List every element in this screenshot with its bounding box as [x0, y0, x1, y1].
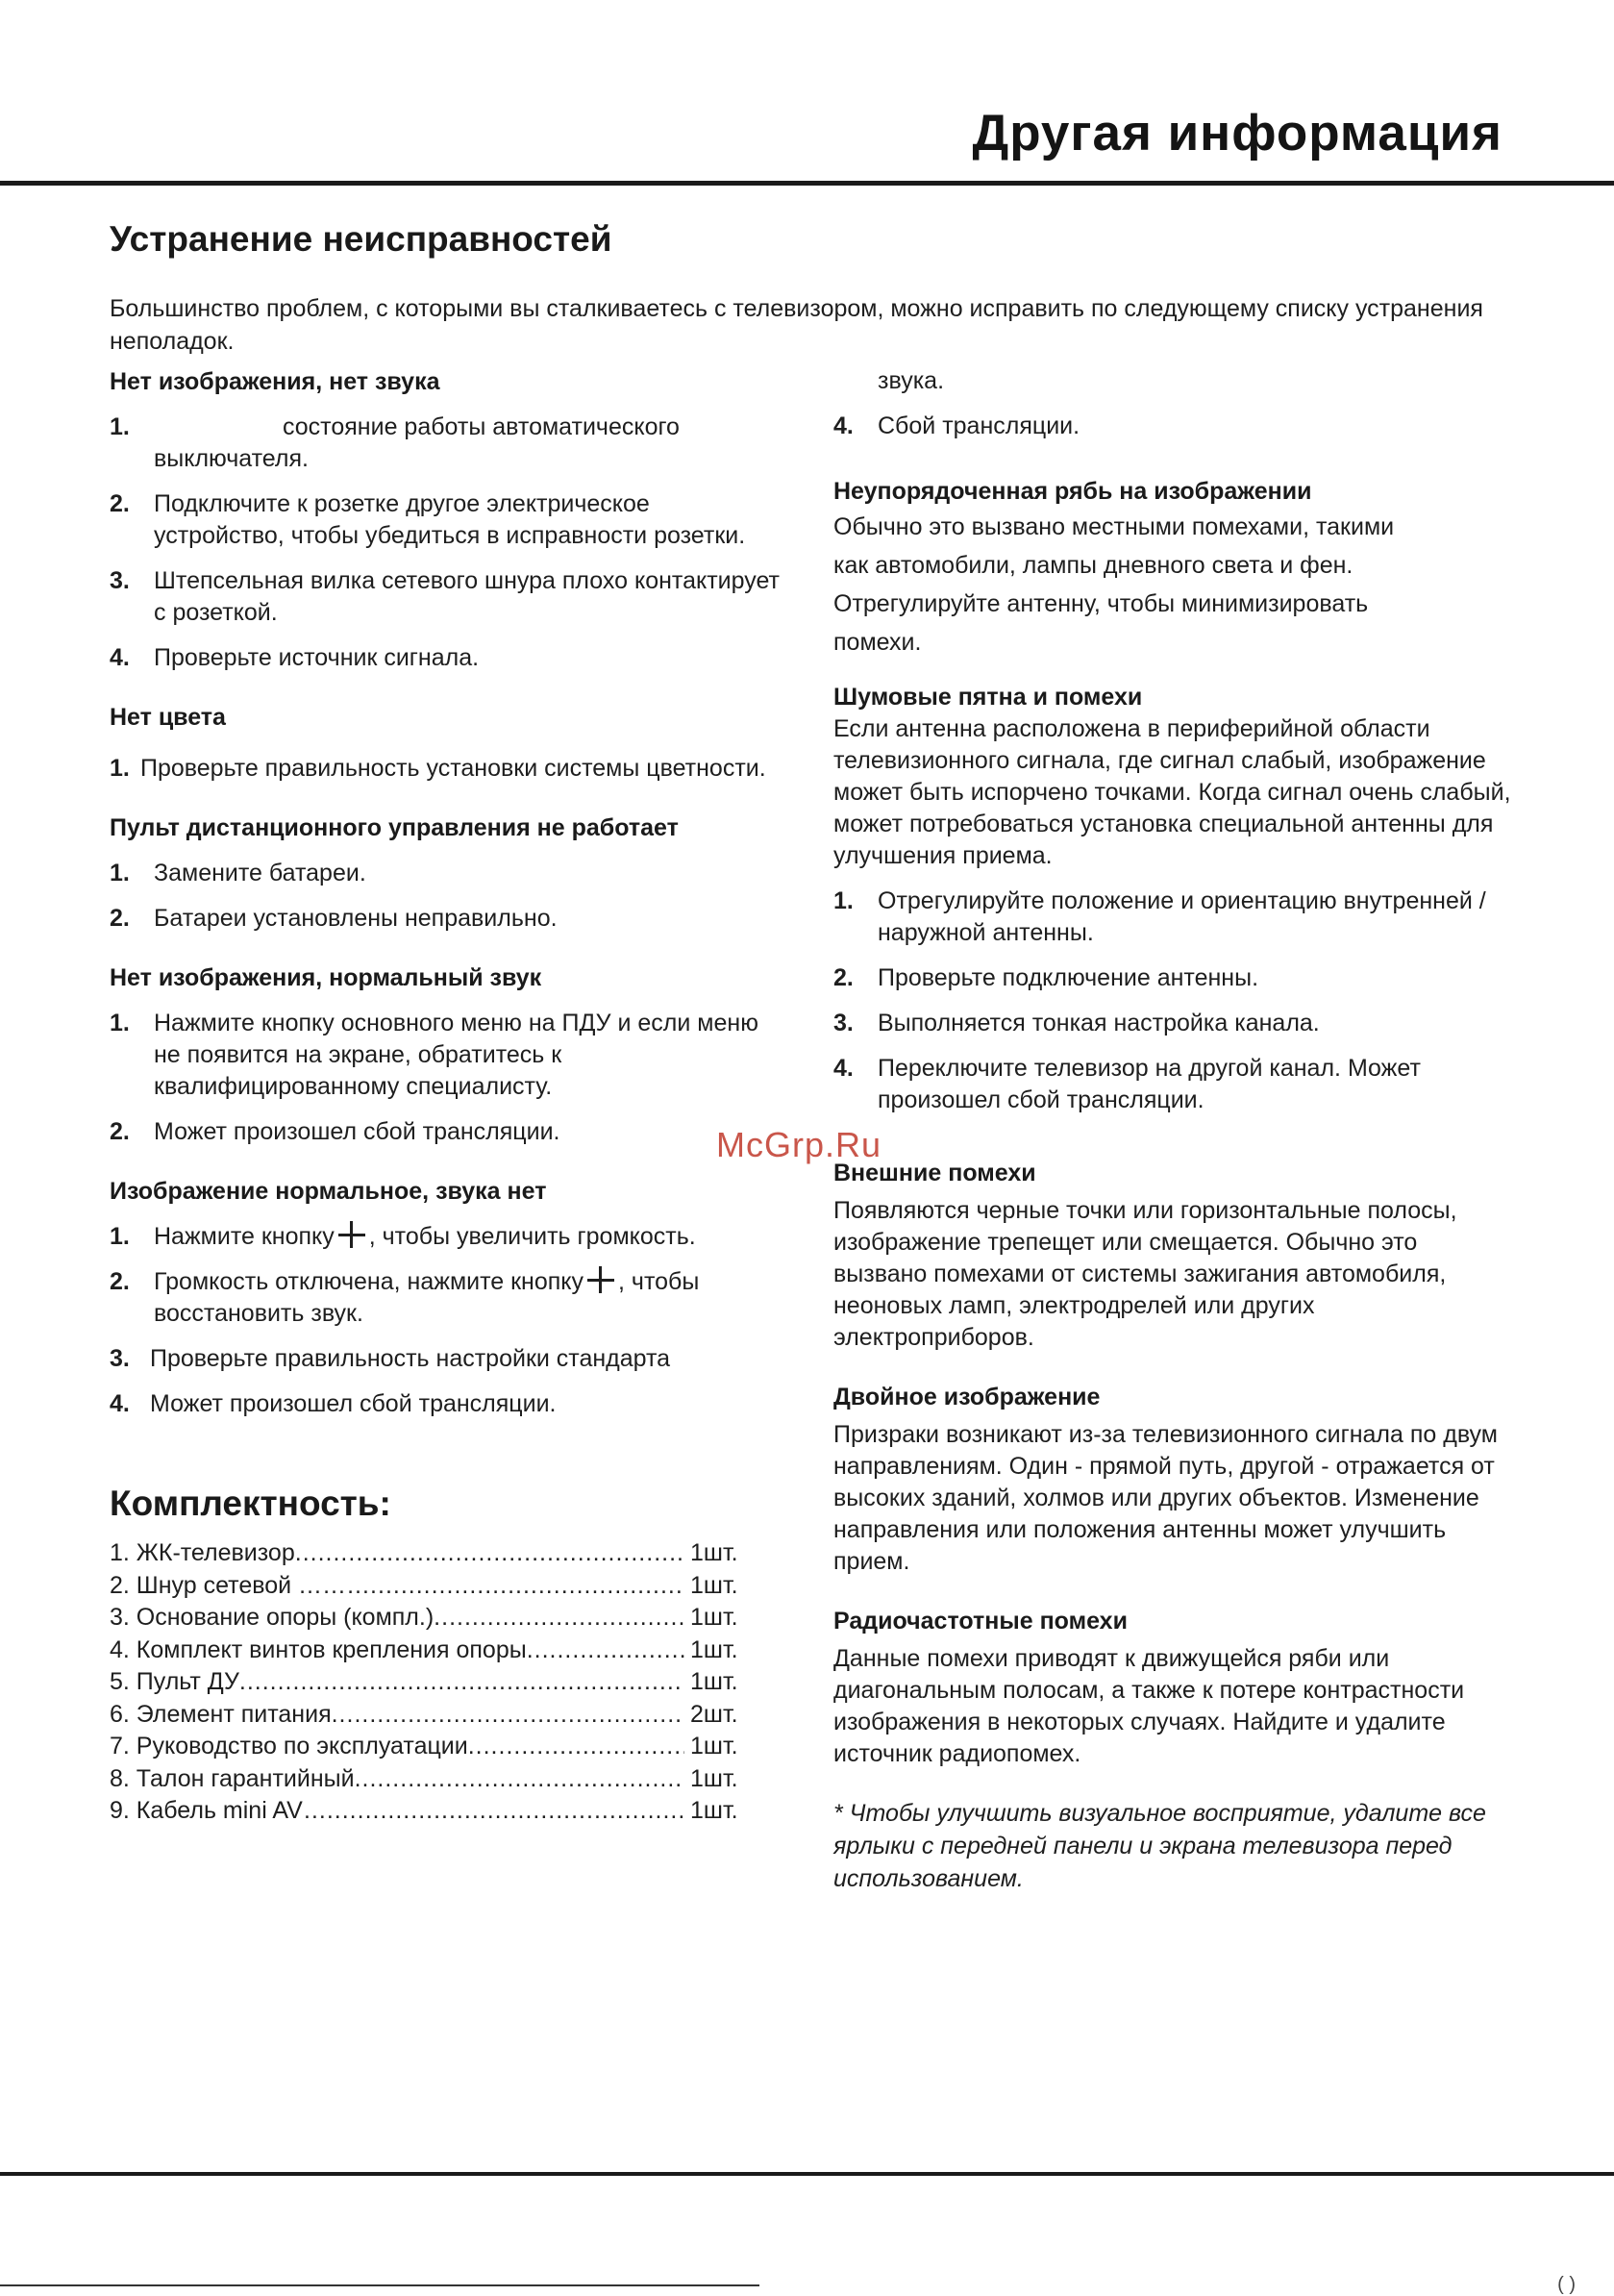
item-number: 1. — [110, 1010, 130, 1036]
list-item — [110, 1008, 782, 1103]
watermark: McGrp.Ru — [716, 1125, 882, 1164]
kit-item-leader — [239, 1666, 684, 1699]
heading-no-picture-normal-sound: Нет изображения, нормальный звук — [110, 964, 542, 991]
kit-item-qty: 1шт. — [690, 1733, 738, 1759]
list-item — [833, 411, 1516, 442]
list-item — [110, 1343, 782, 1375]
kit-item-qty: 1шт. — [690, 1539, 738, 1566]
kit-item — [110, 1537, 744, 1570]
kit-item-name: 6. Элемент питания — [110, 1700, 332, 1728]
intro-paragraph: Большинство проблем, с которыми вы сталкиваетесь с телевизором, можно исправить по следующему списку устранения неполадок. — [110, 295, 1483, 355]
kit-title: Комплектность: — [110, 1484, 391, 1523]
item-text: Выполняется тонкая настройка канала. — [878, 1010, 1320, 1036]
heading-ripple: Неупорядоченная рябь на изображении — [833, 478, 1312, 505]
kit-item-name: 3. Основание опоры (компл.) — [110, 1604, 435, 1631]
kit-item-leader — [370, 1570, 684, 1603]
heading-noise: Шумовые пятна и помехи — [833, 684, 1143, 711]
kit-item — [110, 1666, 744, 1699]
item-number: 2. — [110, 1118, 130, 1145]
noise-paragraph: Если антенна расположена в периферийной области телевизионного сигнала, где сигнал слабый, изображение может быть испорчено точками. Когда сигнал очень слабый, может потребоваться установка специальной антенны для улучшения приема. — [833, 715, 1511, 869]
right-column — [833, 365, 1516, 1895]
item-text: Подключите к розетке другое электрическое устройство, чтобы убедиться в исправности розетки. — [154, 490, 746, 549]
kit-item — [110, 1635, 744, 1667]
item-text: Переключите телевизор на другой канал. Может произошел сбой трансляции. — [878, 1055, 1421, 1113]
item-number: 1. — [110, 413, 130, 440]
text-line: Обычно это вызвано местными помехами, такими — [833, 513, 1395, 540]
item-text: Проверьте источник сигнала. — [154, 644, 480, 671]
footer-divider — [0, 2172, 1614, 2176]
kit-item-name: 7. Руководство по эксплуатации — [110, 1733, 468, 1759]
bottom-edge-line — [0, 2284, 759, 2286]
kit-item-name: 4. Комплект винтов крепления опоры — [110, 1635, 527, 1663]
list-no-picture-normal-sound — [110, 1008, 782, 1148]
item-number: 1. — [110, 755, 130, 782]
kit-item-qty: 1шт. — [690, 1635, 738, 1663]
kit-item-leader — [527, 1635, 684, 1667]
list-item — [110, 565, 782, 629]
item-text: состояние работы автоматического выключателя. — [154, 413, 680, 472]
kit-item-leader — [332, 1699, 684, 1732]
page-header-title: Другая информация — [972, 105, 1502, 162]
list-no-color — [110, 753, 782, 785]
kit-item-leader — [355, 1763, 684, 1796]
item-number: 3. — [833, 1010, 854, 1036]
kit-item — [110, 1763, 744, 1796]
kit-item-leader — [295, 1537, 684, 1570]
item-text-pre: Нажмите кнопку — [154, 1223, 335, 1250]
kit-item-qty: 1шт. — [690, 1764, 738, 1792]
item-text: Может произошел сбой трансляции. — [154, 1118, 560, 1145]
kit-item-leader — [327, 1795, 684, 1828]
list-item — [110, 1388, 782, 1420]
list-item — [110, 858, 782, 889]
kit-item-leader — [434, 1602, 684, 1635]
kit-item — [110, 1731, 744, 1763]
list-item — [110, 903, 782, 935]
list-item — [833, 1008, 1516, 1039]
item-text-pre: Громкость отключена, нажмите кнопку — [154, 1268, 584, 1295]
item-number: 1. — [110, 860, 130, 886]
item-text: Батареи установлены неправильно. — [154, 905, 558, 932]
list-item — [110, 488, 782, 552]
item-number: 2. — [110, 905, 130, 932]
item-number: 1. — [833, 887, 854, 914]
item-number: 4. — [833, 1055, 854, 1082]
kit-item-qty: 1шт. — [690, 1604, 738, 1631]
item-text-post: , чтобы увеличить громкость. — [368, 1223, 696, 1250]
item-number: 3. — [110, 567, 130, 594]
item-text: Проверьте правильность настройки стандарта — [150, 1345, 671, 1372]
list-item — [110, 642, 782, 674]
list-item — [833, 962, 1516, 994]
heading-double: Двойное изображение — [833, 1384, 1101, 1410]
list-item — [110, 412, 782, 475]
rf-paragraph: Данные помехи приводят к движущейся ряби или диагональным полосам, а также к потере контрастности изображения в некоторых случаях. Найдите и удалите источник радиопомех. — [833, 1645, 1465, 1767]
plus-icon — [338, 1221, 365, 1248]
text-line: помехи. — [833, 629, 922, 656]
item-number: 4. — [833, 412, 854, 439]
item-text: Может произошел сбой трансляции. — [150, 1390, 557, 1417]
list-item — [833, 886, 1516, 949]
kit-item — [110, 1795, 744, 1828]
list-normal-picture-no-sound — [110, 1221, 782, 1420]
kit-item-name: 8. Талон гарантийный — [110, 1764, 355, 1792]
kit-list — [110, 1537, 744, 1828]
kit-item-qty: 2шт. — [690, 1700, 738, 1728]
external-paragraph: Появляются черные точки или горизонтальные полосы, изображение трепещет или смещается. Обычно это вызвано помехами от системы зажигания автомобиля, неоновых ламп, электродрелей или других электроприборов. — [833, 1197, 1457, 1351]
item-number: 4. — [110, 1390, 130, 1417]
plus-icon — [587, 1266, 614, 1293]
item-text: Штепсельная вилка сетевого шнура плохо контактирует с розеткой. — [154, 567, 780, 626]
kit-item-leader — [468, 1731, 684, 1763]
heading-rf: Радиочастотные помехи — [833, 1608, 1128, 1635]
ripple-paragraph — [833, 508, 1516, 661]
kit-item — [110, 1570, 744, 1603]
item-text: Нажмите кнопку основного меню на ПДУ и если меню не появится на экране, обратитесь к квалифицированному специалисту. — [154, 1010, 758, 1100]
list-item — [110, 753, 782, 785]
kit-item-qty: 1шт. — [690, 1668, 738, 1695]
heading-normal-picture-no-sound: Изображение нормальное, звука нет — [110, 1178, 547, 1205]
double-paragraph: Призраки возникают из-за телевизионного сигнала по двум направлениям. Один - прямой путь, другой - отражается от высоких зданий, холмов или других объектов. Изменение направления или положения антенны может улучшить прием. — [833, 1421, 1498, 1575]
text-line: Отрегулируйте антенну, чтобы минимизировать — [833, 590, 1369, 617]
list-remote — [110, 858, 782, 935]
kit-item-name: 5. Пульт ДУ — [110, 1668, 239, 1695]
list-item — [110, 1266, 782, 1330]
heading-no-picture-no-sound: Нет изображения, нет звука — [110, 368, 440, 395]
page-number: ( ) — [1557, 2274, 1576, 2295]
item-number: 2. — [110, 1268, 130, 1295]
list-continued — [833, 411, 1516, 442]
kit-item-name: 9. Кабель mini AV… — [110, 1797, 327, 1824]
kit-item-qty: 1шт. — [690, 1571, 738, 1599]
kit-item — [110, 1602, 744, 1635]
item-number: 2. — [110, 490, 130, 517]
heading-no-color: Нет цвета — [110, 704, 226, 731]
text-line: как автомобили, лампы дневного света и фен. — [833, 552, 1353, 579]
kit-item-name: 2. Шнур сетевой ……… — [110, 1571, 371, 1599]
section-title: Устранение неисправностей — [110, 219, 612, 259]
list-item — [833, 1053, 1516, 1116]
list-item — [110, 1116, 782, 1148]
heading-remote: Пульт дистанционного управления не работает — [110, 814, 679, 841]
item-text: Сбой трансляции. — [878, 412, 1080, 439]
kit-item-qty: 1шт. — [690, 1797, 738, 1824]
item-text-post: , чтобы восстановить звук. — [154, 1268, 700, 1327]
kit-item — [110, 1699, 744, 1732]
usage-note: * Чтобы улучшить визуальное восприятие, удалите все ярлыки с передней панели и экрана телевизора перед использованием. — [833, 1800, 1486, 1892]
item-number: 1. — [110, 1223, 130, 1250]
list-noise — [833, 886, 1516, 1116]
list-no-picture-no-sound — [110, 412, 782, 674]
item-number: 2. — [833, 964, 854, 991]
item-text: Замените батареи. — [154, 860, 366, 886]
left-column — [110, 365, 782, 1828]
item-text: Отрегулируйте положение и ориентацию внутренней / наружной антенны. — [878, 887, 1486, 946]
kit-item-name: 1. ЖК-телевизор — [110, 1539, 295, 1566]
header-divider — [0, 181, 1614, 186]
item-text: Проверьте подключение антенны. — [878, 964, 1259, 991]
item-text: Проверьте правильность установки системы цветности. — [140, 755, 766, 782]
heading-external: Внешние помехи — [833, 1160, 1036, 1186]
continued-text: звука. — [878, 367, 945, 394]
list-item — [110, 1221, 782, 1253]
item-number: 3. — [110, 1345, 130, 1372]
item-number: 4. — [110, 644, 130, 671]
